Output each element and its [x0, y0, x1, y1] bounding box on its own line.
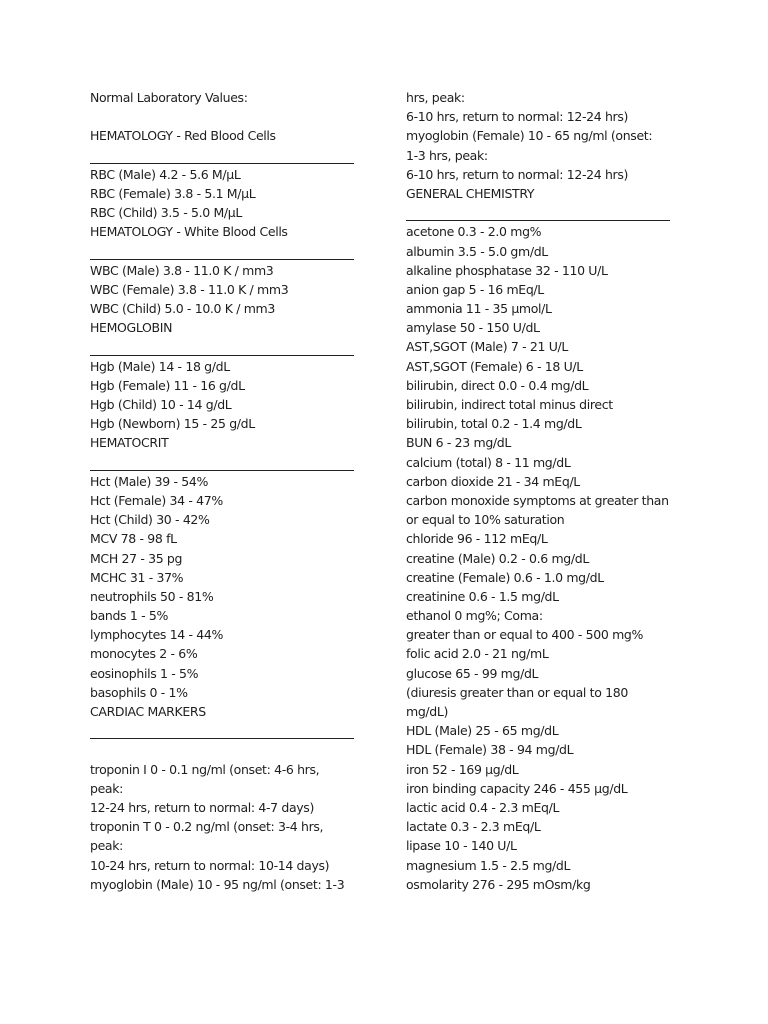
lab-value-line: mg/dL): [406, 704, 448, 719]
lab-value-line: magnesium 1.5 - 2.5 mg/dL: [406, 857, 571, 873]
lab-value-line: eosinophils 1 - 5%: [90, 665, 199, 681]
lab-value-line: iron 52 - 169 µg/dL: [406, 761, 519, 777]
lab-value-line: MCV 78 - 98 fL: [90, 531, 177, 547]
section-divider: [406, 203, 706, 222]
lab-value-line: hrs, peak:: [406, 90, 465, 105]
lab-value-line: peak:: [90, 838, 123, 854]
lab-value-line: ethanol 0 mg%; Coma:: [406, 608, 543, 624]
lab-value-line: AST,SGOT (Female) 6 - 18 U/L: [406, 358, 583, 374]
lab-value-line: lipase 10 - 140 U/L: [406, 838, 517, 854]
wbc-list: [90, 261, 380, 319]
lab-value-line: WBC (Female) 3.8 - 11.0 K / mm3: [90, 281, 289, 297]
lab-value-line: bilirubin, direct 0.0 - 0.4 mg/dL: [406, 377, 589, 393]
lab-value-line: alkaline phosphatase 32 - 110 U/L: [406, 262, 608, 278]
lab-value-line: ammonia 11 - 35 µmol/L: [406, 301, 552, 317]
lab-value-line: chloride 96 - 112 mEq/L: [406, 531, 548, 547]
section-divider: [90, 453, 380, 472]
lab-value-line: Hgb (Newborn) 15 - 25 g/dL: [90, 416, 255, 432]
section-heading-wbc: HEMATOLOGY - White Blood Cells: [90, 224, 288, 240]
lab-value-line: lymphocytes 14 - 44%: [90, 627, 224, 643]
lab-value-line: bilirubin, total 0.2 - 1.4 mg/dL: [406, 416, 582, 432]
section-divider: [90, 337, 380, 356]
lab-value-line: iron binding capacity 246 - 455 µg/dL: [406, 780, 628, 796]
cardiac-list: [90, 760, 380, 894]
left-column: [90, 88, 380, 894]
lab-value-line: RBC (Child) 3.5 - 5.0 M/µL: [90, 205, 243, 221]
lab-value-line: Hct (Child) 30 - 42%: [90, 512, 210, 528]
lab-value-line: bands 1 - 5%: [90, 608, 168, 624]
lab-value-line: MCH 27 - 35 pg: [90, 550, 183, 566]
lab-value-line: lactic acid 0.4 - 2.3 mEq/L: [406, 799, 560, 815]
lab-value-line: WBC (Child) 5.0 - 10.0 K / mm3: [90, 301, 275, 317]
spacer: [90, 107, 380, 126]
lab-value-line: (diuresis greater than or equal to 180: [406, 684, 628, 700]
spacer: [90, 740, 380, 759]
lab-value-line: troponin T 0 - 0.2 ng/ml (onset: 3-4 hrs,: [90, 819, 324, 835]
lab-value-line: bilirubin, indirect total minus direct: [406, 397, 613, 412]
lab-value-line: osmolarity 276 - 295 mOsm/kg: [406, 876, 591, 892]
lab-value-line: creatinine 0.6 - 1.5 mg/dL: [406, 588, 559, 604]
lab-value-line: RBC (Female) 3.8 - 5.1 M/µL: [90, 185, 256, 201]
lab-value-line: WBC (Male) 3.8 - 11.0 K / mm3: [90, 262, 274, 278]
cardiac-continued-list: [406, 88, 706, 184]
lab-value-line: Hgb (Child) 10 - 14 g/dL: [90, 397, 232, 412]
section-heading-hematocrit: HEMATOCRIT: [90, 435, 169, 451]
section-heading-hemoglobin: HEMOGLOBIN: [90, 320, 173, 336]
lab-value-line: anion gap 5 - 16 mEq/L: [406, 281, 544, 297]
lab-value-line: neutrophils 50 - 81%: [90, 588, 214, 604]
section-divider: [90, 721, 380, 740]
lab-value-line: folic acid 2.0 - 21 ng/mL: [406, 646, 549, 662]
section-divider: [90, 242, 380, 261]
lab-value-line: troponin I 0 - 0.1 ng/ml (onset: 4-6 hrs,: [90, 761, 320, 777]
lab-value-line: lactate 0.3 - 2.3 mEq/L: [406, 819, 541, 835]
lab-value-line: glucose 65 - 99 mg/dL: [406, 665, 539, 681]
lab-value-line: Hct (Female) 34 - 47%: [90, 492, 223, 508]
hgb-list: [90, 357, 380, 434]
rbc-list: [90, 165, 380, 223]
right-column: [406, 88, 706, 894]
lab-value-line: AST,SGOT (Male) 7 - 21 U/L: [406, 339, 569, 355]
lab-value-line: HDL (Male) 25 - 65 mg/dL: [406, 723, 559, 739]
lab-value-line: or equal to 10% saturation: [406, 512, 565, 528]
section-heading-rbc: HEMATOLOGY - Red Blood Cells: [90, 128, 276, 144]
lab-value-line: HDL (Female) 38 - 94 mg/dL: [406, 742, 574, 758]
lab-value-line: monocytes 2 - 6%: [90, 646, 198, 662]
section-divider: [90, 146, 380, 165]
lab-value-line: Hct (Male) 39 - 54%: [90, 473, 208, 489]
lab-value-line: BUN 6 - 23 mg/dL: [406, 435, 511, 451]
document-title: Normal Laboratory Values:: [90, 90, 248, 105]
lab-value-line: 12-24 hrs, return to normal: 4-7 days): [90, 799, 314, 815]
lab-value-line: amylase 50 - 150 U/dL: [406, 320, 540, 336]
hct-list: [90, 472, 380, 702]
lab-value-line: Hgb (Female) 11 - 16 g/dL: [90, 377, 245, 393]
lab-value-line: Hgb (Male) 14 - 18 g/dL: [90, 358, 230, 374]
lab-value-line: MCHC 31 - 37%: [90, 569, 184, 585]
section-heading-general-chemistry: GENERAL CHEMISTRY: [406, 185, 535, 201]
lab-value-line: calcium (total) 8 - 11 mg/dL: [406, 454, 571, 470]
lab-value-line: 6-10 hrs, return to normal: 12-24 hrs): [406, 166, 629, 182]
lab-value-line: 10-24 hrs, return to normal: 10-14 days): [90, 857, 330, 873]
lab-value-line: myoglobin (Female) 10 - 65 ng/ml (onset:: [406, 128, 653, 144]
lab-value-line: 6-10 hrs, return to normal: 12-24 hrs): [406, 109, 629, 125]
lab-value-line: creatine (Female) 0.6 - 1.0 mg/dL: [406, 569, 604, 585]
lab-value-line: 1-3 hrs, peak:: [406, 147, 488, 163]
section-heading-cardiac-markers: CARDIAC MARKERS: [90, 704, 206, 719]
lab-value-line: carbon monoxide symptoms at greater than: [406, 492, 669, 508]
lab-value-line: acetone 0.3 - 2.0 mg%: [406, 224, 542, 240]
lab-value-line: carbon dioxide 21 - 34 mEq/L: [406, 473, 580, 489]
chemistry-list: [406, 222, 706, 894]
lab-value-line: greater than or equal to 400 - 500 mg%: [406, 627, 644, 643]
lab-value-line: RBC (Male) 4.2 - 5.6 M/µL: [90, 166, 241, 182]
lab-value-line: creatine (Male) 0.2 - 0.6 mg/dL: [406, 550, 589, 566]
lab-value-line: basophils 0 - 1%: [90, 684, 188, 700]
lab-value-line: peak:: [90, 780, 123, 796]
lab-value-line: albumin 3.5 - 5.0 gm/dL: [406, 243, 548, 259]
lab-value-line: myoglobin (Male) 10 - 95 ng/ml (onset: 1-3: [90, 876, 345, 892]
